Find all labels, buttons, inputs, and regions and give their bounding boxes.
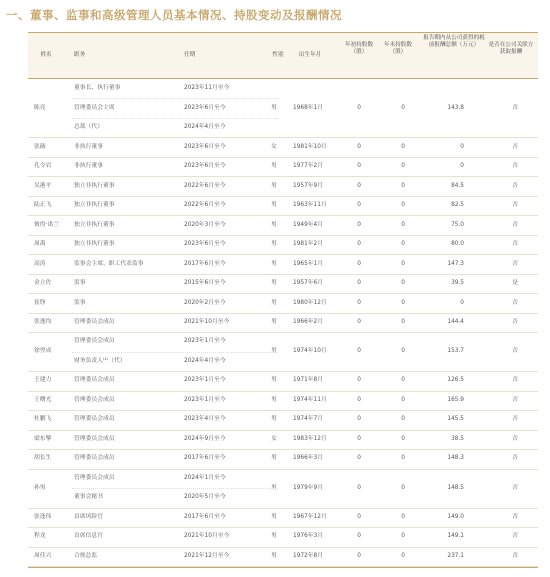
cell-term: 2017年6月至今 — [184, 455, 226, 462]
cell-birth: 1957年6月 — [293, 280, 324, 287]
cell-term: 2020年2月至今 — [184, 299, 226, 306]
cell-role: 管理委员会成员 — [74, 455, 115, 462]
cell-term: 2023年1月至今 — [184, 396, 226, 403]
cell-role: 总裁（代） — [74, 124, 103, 131]
cell-role: 独立非执行董事 — [74, 182, 115, 189]
cell-birth: 1983年12月 — [293, 435, 327, 442]
cell-related: 否 — [512, 318, 518, 325]
cell-role: 董事会秘书 — [74, 494, 103, 501]
cell-shares-end: 0 — [401, 260, 405, 267]
cell-gender: 女 — [271, 435, 277, 442]
cell-birth: 1979年9月 — [293, 484, 324, 491]
cell-term: 2021年10月至今 — [184, 533, 230, 540]
header-position: 职务 — [74, 52, 86, 58]
cell-name: 徐翌成 — [34, 348, 52, 355]
cell-birth: 1965年1月 — [293, 260, 324, 267]
cell-name: 张逢伟 — [34, 513, 52, 520]
cell-pay: 80.0 — [451, 241, 464, 248]
cell-birth: 1963年11月 — [293, 202, 327, 209]
cell-role: 监事会主席、职工代表监事 — [74, 260, 144, 267]
cell-role: 独立非执行董事 — [74, 221, 115, 228]
cell-shares-begin: 0 — [357, 104, 361, 111]
header-related: 是否在公司关联方获取报酬 — [488, 42, 534, 55]
cell-term: 2023年6月至今 — [184, 241, 226, 248]
table-row — [28, 449, 538, 469]
cell-term: 2023年4月至今 — [184, 416, 226, 423]
cell-name: 崔铮 — [34, 299, 46, 306]
header-gender: 性别 — [272, 52, 284, 58]
table-row — [28, 215, 538, 235]
cell-role: 非执行董事 — [74, 163, 103, 170]
cell-role: 监事 — [74, 280, 86, 287]
cell-pay: 126.5 — [447, 377, 464, 384]
cell-gender: 男 — [271, 513, 277, 520]
cell-name: 胡长生 — [34, 455, 52, 462]
cell-term: 2023年6月至今 — [184, 143, 226, 150]
header-shares-begin: 年初持股数（股） — [345, 42, 373, 55]
table-row — [28, 391, 538, 411]
cell-role: 首席风险官 — [74, 513, 103, 520]
cell-term: 2023年1月至今 — [184, 338, 226, 345]
cell-term: 2015年6月至今 — [184, 280, 226, 287]
table-row — [28, 176, 538, 196]
cell-pay: 84.5 — [451, 182, 464, 189]
cell-pay: 165.9 — [447, 396, 464, 403]
cell-shares-begin: 0 — [357, 416, 361, 423]
table-row — [28, 235, 538, 255]
cell-shares-end: 0 — [401, 221, 405, 228]
section-title: 一、董事、监事和高级管理人员基本情况、持股变动及报酬情况 — [6, 8, 342, 22]
cell-name: 吴港平 — [34, 182, 52, 189]
cell-gender: 男 — [271, 299, 277, 306]
cell-role: 首席信息官 — [74, 533, 103, 540]
cell-name: 高涛 — [34, 260, 46, 267]
cell-name: 彼得·诺兰 — [34, 221, 60, 228]
cell-gender: 男 — [271, 484, 277, 491]
cell-related: 否 — [512, 533, 518, 540]
cell-related: 否 — [512, 299, 518, 306]
cell-role: 管理委员会成员 — [74, 474, 115, 481]
cell-birth: 1976年3月 — [293, 533, 324, 540]
cell-shares-end: 0 — [401, 182, 405, 189]
cell-pay: 0 — [460, 163, 464, 170]
cell-name: 周禹 — [34, 241, 46, 248]
cell-gender: 男 — [271, 241, 277, 248]
cell-birth: 1980年12月 — [293, 299, 327, 306]
cell-related: 否 — [512, 104, 518, 111]
cell-gender: 男 — [271, 318, 277, 325]
cell-shares-end: 0 — [401, 435, 405, 442]
cell-role: 管理委员会成员 — [74, 338, 115, 345]
cell-related: 否 — [512, 348, 518, 355]
sub-row-divider — [72, 488, 278, 489]
cell-name: 陆正飞 — [34, 202, 52, 209]
cell-shares-begin: 0 — [357, 435, 361, 442]
table-row — [28, 137, 538, 157]
cell-birth: 1974年7月 — [293, 416, 324, 423]
table-row — [28, 79, 538, 138]
cell-shares-end: 0 — [401, 318, 405, 325]
table-row — [28, 508, 538, 528]
cell-name: 孔令岩 — [34, 163, 52, 170]
cell-related: 否 — [512, 455, 518, 462]
cell-role: 管理委员会成员 — [74, 318, 115, 325]
cell-related: 否 — [512, 202, 518, 209]
cell-related: 否 — [512, 435, 518, 442]
cell-related: 否 — [512, 221, 518, 228]
cell-shares-begin: 0 — [357, 318, 361, 325]
cell-shares-end: 0 — [401, 513, 405, 520]
cell-gender: 男 — [271, 104, 277, 111]
cell-shares-end: 0 — [401, 484, 405, 491]
cell-role: 管理委员会成员 — [74, 396, 115, 403]
sub-row-divider — [72, 118, 278, 119]
cell-shares-begin: 0 — [357, 348, 361, 355]
cell-pay: 39.5 — [451, 280, 464, 287]
cell-pay: 75.0 — [451, 221, 464, 228]
table-row — [28, 293, 538, 313]
cell-name: 周佳兴 — [34, 552, 52, 559]
cell-shares-end: 0 — [401, 104, 405, 111]
cell-term: 2024年4月至今 — [184, 357, 226, 364]
cell-birth: 1974年11月 — [293, 396, 327, 403]
cell-pay: 145.5 — [447, 416, 464, 423]
cell-shares-begin: 0 — [357, 163, 361, 170]
cell-birth: 1981年2月 — [293, 241, 324, 248]
cell-related: 否 — [512, 513, 518, 520]
cell-term: 2017年6月至今 — [184, 513, 226, 520]
cell-shares-begin: 0 — [357, 533, 361, 540]
cell-related: 否 — [512, 163, 518, 170]
table-row — [28, 157, 538, 177]
cell-term: 2024年1月至今 — [184, 474, 226, 481]
cell-related: 否 — [512, 182, 518, 189]
cell-shares-end: 0 — [401, 377, 405, 384]
cell-pay: 0 — [460, 143, 464, 150]
cell-gender: 男 — [271, 377, 277, 384]
cell-related: 否 — [512, 260, 518, 267]
sub-row-divider — [72, 98, 278, 99]
table-header — [28, 33, 538, 78]
cell-shares-begin: 0 — [357, 221, 361, 228]
cell-gender: 男 — [271, 221, 277, 228]
cell-name: 孙男 — [34, 484, 46, 491]
cell-shares-end: 0 — [401, 299, 405, 306]
cell-shares-end: 0 — [401, 202, 405, 209]
cell-role: 独立非执行董事 — [74, 241, 115, 248]
cell-birth: 1966年2月 — [293, 318, 324, 325]
cell-term: 2023年1月至今 — [184, 377, 226, 384]
cell-name: 王建力 — [34, 377, 52, 384]
cell-shares-begin: 0 — [357, 552, 361, 559]
cell-shares-begin: 0 — [357, 513, 361, 520]
table-row — [28, 469, 538, 509]
cell-name: 梁东擎 — [34, 435, 52, 442]
table-row — [28, 332, 538, 372]
cell-role: 合规总监 — [74, 552, 98, 559]
table-row — [28, 430, 538, 450]
cell-pay: 237.1 — [447, 552, 464, 559]
cell-shares-begin: 0 — [357, 241, 361, 248]
cell-shares-end: 0 — [401, 396, 405, 403]
cell-shares-begin: 0 — [357, 455, 361, 462]
cell-term: 2021年10月至今 — [184, 318, 230, 325]
cell-pay: 143.8 — [447, 104, 464, 111]
cell-shares-begin: 0 — [357, 260, 361, 267]
header-shares-end: 年末持股数（股） — [384, 42, 412, 55]
cell-pay: 149.1 — [447, 533, 464, 540]
table-row — [28, 196, 538, 216]
cell-role: 非执行董事 — [74, 143, 103, 150]
cell-gender: 男 — [271, 552, 277, 559]
cell-name: 陈亮 — [34, 104, 46, 111]
cell-birth: 1971年8月 — [293, 377, 324, 384]
cell-birth: 1972年8月 — [293, 552, 324, 559]
cell-shares-end: 0 — [401, 241, 405, 248]
cell-birth: 1967年12月 — [293, 513, 327, 520]
header-name: 姓名 — [40, 52, 52, 58]
cell-related: 否 — [512, 396, 518, 403]
cell-term: 2020年3月至今 — [184, 221, 226, 228]
cell-birth: 1974年10月 — [293, 348, 327, 355]
cell-gender: 男 — [271, 348, 277, 355]
cell-shares-begin: 0 — [357, 202, 361, 209]
cell-related: 否 — [512, 416, 518, 423]
cell-pay: 148.3 — [447, 455, 464, 462]
cell-term: 2024年9月至今 — [184, 435, 226, 442]
cell-role: 管理委员会成员 — [74, 435, 115, 442]
cell-name: 杜鹏飞 — [34, 416, 52, 423]
table-row — [28, 547, 538, 567]
table-row — [28, 313, 538, 333]
cell-gender: 男 — [271, 182, 277, 189]
cell-role: 管理委员会成员 — [74, 377, 115, 384]
cell-term: 2022年6月至今 — [184, 182, 226, 189]
cell-related: 是 — [512, 280, 518, 287]
cell-related: 否 — [512, 143, 518, 150]
cell-related: 否 — [512, 377, 518, 384]
cell-pay: 148.5 — [447, 484, 464, 491]
cell-shares-end: 0 — [401, 455, 405, 462]
cell-role: 董事长、执行董事 — [74, 85, 121, 92]
cell-related: 否 — [512, 241, 518, 248]
cell-shares-end: 0 — [401, 143, 405, 150]
cell-name: 金立佐 — [34, 280, 52, 287]
cell-shares-begin: 0 — [357, 299, 361, 306]
table-row — [28, 254, 538, 274]
table-row — [28, 371, 538, 391]
cell-role: 财务负责人⁽¹⁾（代） — [74, 357, 126, 364]
header-pay: 报告期内从公司获得的税前报酬总额（万元） — [423, 35, 485, 48]
cell-gender: 男 — [271, 260, 277, 267]
cell-gender: 男 — [271, 163, 277, 170]
cell-shares-begin: 0 — [357, 182, 361, 189]
cell-gender: 男 — [271, 280, 277, 287]
cell-birth: 1949年4月 — [293, 221, 324, 228]
cell-name: 程龙 — [34, 533, 46, 540]
cell-gender: 男 — [271, 396, 277, 403]
cell-shares-begin: 0 — [357, 143, 361, 150]
cell-name: 王曙光 — [34, 396, 52, 403]
cell-term: 2024年4月至今 — [184, 124, 226, 131]
cell-shares-begin: 0 — [357, 396, 361, 403]
cell-term: 2023年6月至今 — [184, 163, 226, 170]
cell-gender: 男 — [271, 455, 277, 462]
cell-term: 2023年11月至今 — [184, 85, 230, 92]
cell-shares-end: 0 — [401, 280, 405, 287]
table-row — [28, 527, 538, 547]
header-term: 任期 — [184, 52, 196, 58]
cell-gender: 男 — [271, 202, 277, 209]
cell-role: 独立非执行董事 — [74, 202, 115, 209]
cell-pay: 0 — [460, 299, 464, 306]
cell-pay: 82.5 — [451, 202, 464, 209]
cell-related: 否 — [512, 484, 518, 491]
table-row — [28, 274, 538, 294]
cell-shares-end: 0 — [401, 552, 405, 559]
cell-term: 2021年12月至今 — [184, 552, 230, 559]
cell-name: 张逸均 — [34, 318, 52, 325]
table-row — [28, 410, 538, 430]
cell-pay: 149.0 — [447, 513, 464, 520]
cell-birth: 1977年2月 — [293, 163, 324, 170]
cell-shares-begin: 0 — [357, 377, 361, 384]
header-birth: 出生年月 — [298, 52, 322, 58]
cell-shares-end: 0 — [401, 533, 405, 540]
cell-birth: 1981年10月 — [293, 143, 327, 150]
cell-shares-end: 0 — [401, 348, 405, 355]
cell-shares-begin: 0 — [357, 280, 361, 287]
cell-shares-end: 0 — [401, 416, 405, 423]
cell-term: 2020年5月至今 — [184, 494, 226, 501]
cell-pay: 144.4 — [447, 318, 464, 325]
cell-role: 管理委员会主席 — [74, 104, 115, 111]
cell-role: 管理委员会成员 — [74, 416, 115, 423]
cell-birth: 1966年3月 — [293, 455, 324, 462]
cell-related: 否 — [512, 552, 518, 559]
cell-shares-end: 0 — [401, 163, 405, 170]
cell-term: 2017年6月至今 — [184, 260, 226, 267]
cell-shares-begin: 0 — [357, 484, 361, 491]
cell-birth: 1968年1月 — [293, 104, 324, 111]
cell-birth: 1957年9月 — [293, 182, 324, 189]
cell-gender: 男 — [271, 416, 277, 423]
cell-role: 监事 — [74, 299, 86, 306]
cell-gender: 男 — [271, 533, 277, 540]
cell-pay: 38.5 — [451, 435, 464, 442]
cell-term: 2023年6月至今 — [184, 104, 226, 111]
cell-pay: 147.3 — [447, 260, 464, 267]
cell-name: 张薇 — [34, 143, 46, 150]
table-bottom-rule — [28, 567, 538, 568]
cell-gender: 女 — [271, 143, 277, 150]
sub-row-divider — [72, 352, 278, 353]
cell-pay: 153.7 — [447, 348, 464, 355]
cell-term: 2022年6月至今 — [184, 202, 226, 209]
